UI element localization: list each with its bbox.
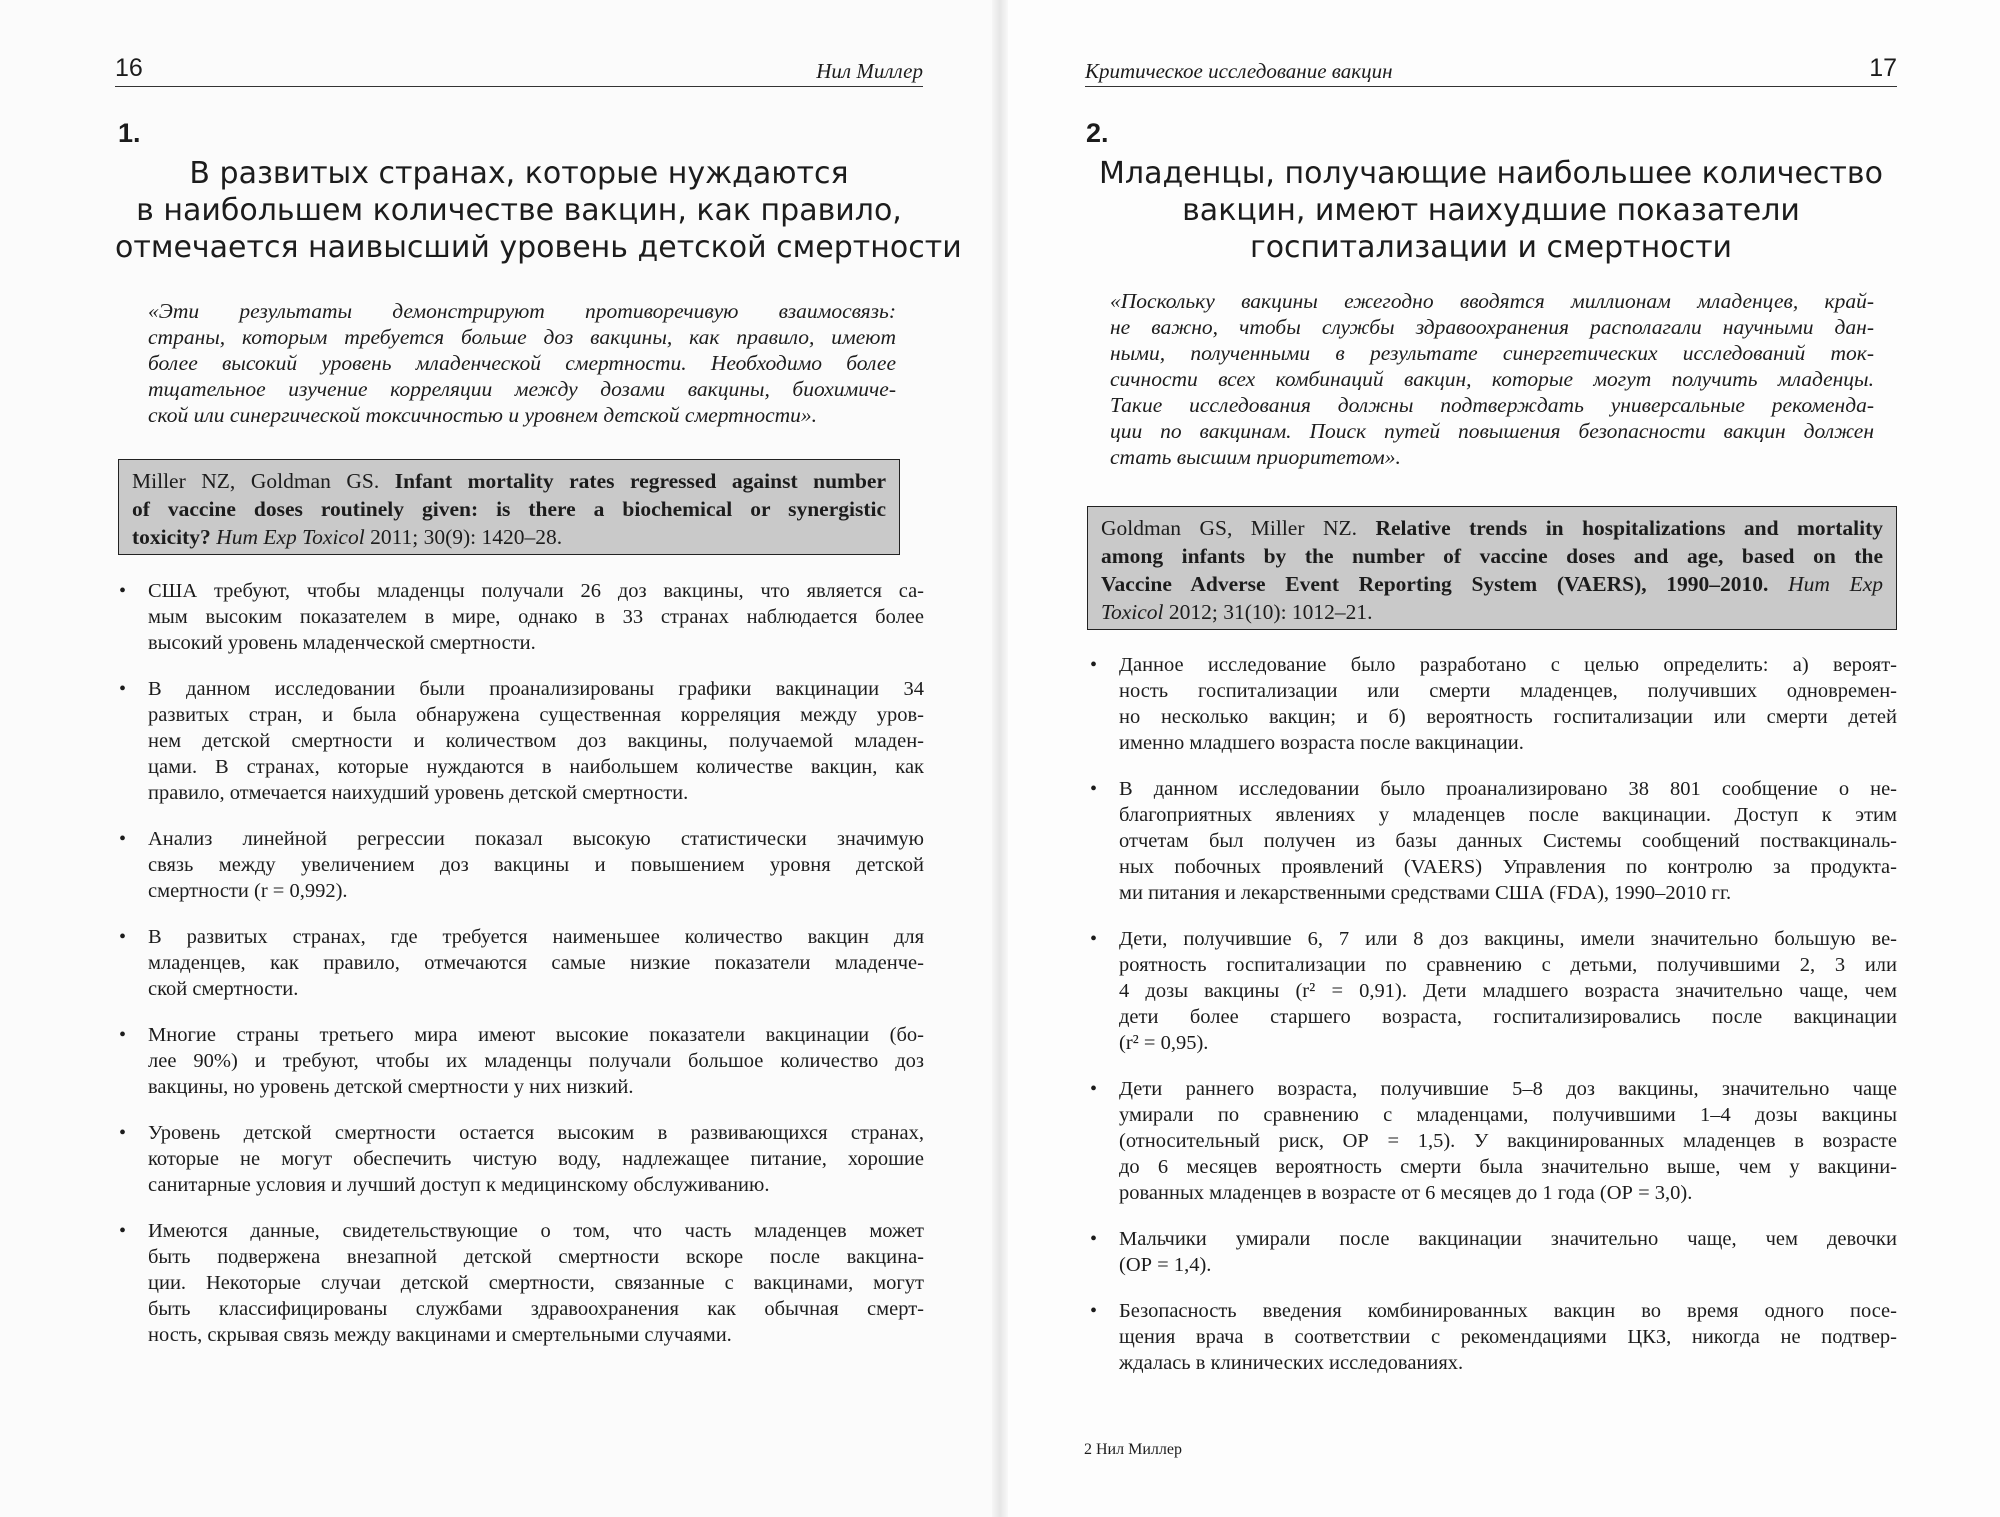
citation-journal: Toxicol [1101,600,1164,624]
quote-line: ской или синергической токсичностью и уровнем детской смертности». [148,403,818,427]
running-head: Критическое исследование вакцин [1085,59,1393,83]
epigraph-quote [1110,288,1874,470]
bullet-icon: • [119,828,127,850]
section-number: 2. [1086,118,1109,148]
list-item: • Дети, получившие 6, 7 или 8 доз вакцины, имели значительно большую ве- роятность госпитализации по сравнению с детьми, получившими 2, 3 или 4 дозы вакцины (r² = 0,91). Дети младшего возраста значительно чаще, чем дети более старшего возраста, госпитализировались после вакцинации (r² = 0,95). [1090,928,1897,1054]
bullet-icon: • [1090,1228,1098,1250]
bullet-icon: • [1090,1300,1098,1322]
citation-title: toxicity? [132,525,211,549]
title-line: В развитых странах, которые нуждаются [189,156,849,191]
bullet-list [114,578,924,1368]
book-gutter [992,0,1008,1517]
citation-journal: Hum Exp [1788,572,1883,596]
citation-box [1087,506,1897,630]
list-item: • В данном исследовании были проанализированы графики вакцинации 34 развитых стран, и была обнаружена существенная корреляция между уров- нем детской смертности и количеством доз вакцины, получаемой младен- цами. В странах, которые нуждаются в наибольшем количестве вакцин, как правило, отмечается наихудший уровень детской смертности. [119,678,924,804]
title-line: госпитализации и смертности [1249,230,1733,265]
title-line: Младенцы, получающие наибольшее количество [1099,156,1883,191]
citation-title: among infants by the number of vaccine doses and age, based on the [1101,544,1883,568]
quote-line: тщательное изучение корреляции между дозами вакцины, биохимиче- [148,377,896,401]
quote-line: ции по вакцинам. Поиск путей повышения безопасности вакцин должен [1110,419,1874,443]
page-number: 17 [1869,54,1897,82]
page-number: 16 [115,54,143,82]
bullet-icon: • [119,678,127,700]
bullet-icon: • [119,1220,127,1242]
list-item: • Безопасность введения комбинированных вакцин во время одного посе- щения врача в соответствии с рекомендациями ЦКЗ, никогда не подтвер- ждалась в клинических исследованиях. [1090,1300,1897,1374]
citation-title: Vaccine Adverse Event Reporting System (VAERS), 1990–2010. [1101,572,1769,596]
citation-journal: Hum Exp Toxicol [216,525,365,549]
quote-line: сичности всех комбинаций вакцин, которые могут получить младенцы. [1110,367,1874,391]
quote-line: страны, которым требуется больше доз вакцины, как правило, имеют [148,325,896,349]
quote-line: ными, полученными в результате синергетических исследований ток- [1110,341,1874,365]
list-item: • Данное исследование было разработано с целью определить: а) вероят- ность госпитализации или смерти младенцев, получивших одновремен- но несколько вакцин; и б) вероятность госпитализации или смерти детей именно младшего возраста после вакцинации. [1090,654,1897,754]
list-item: • Имеются данные, свидетельствующие о том, что часть младенцев может быть подвержена внезапной детской смертности вскоре после вакцина- ции. Некоторые случаи детской смертности, связанные с вакцинами, могут быть классифицированы службами здравоохранения как обычная смерт- ность, скрывая связь между вакцинами и смертельными случаями. [119,1220,924,1346]
list-item: • США требуют, чтобы младенцы получали 26 доз вакцины, что является са- мым высоким показателем в мире, однако в 33 странах наблюдается более высокий уровень младенческой смертности. [119,580,924,654]
bullet-icon: • [119,926,127,948]
bullet-icon: • [119,1122,127,1144]
footnote: 2 Нил Миллер [1084,1441,1182,1458]
bullet-icon: • [1090,1078,1098,1100]
running-head: Нил Миллер [816,59,923,83]
bullet-icon: • [1090,928,1098,950]
page-header [1085,52,1897,87]
bullet-list [1085,652,1897,1396]
bullet-icon: • [1090,778,1098,800]
page-header [115,52,923,87]
citation-reference: 2012; 31(10): 1012–21. [1168,600,1373,624]
citation-title: Infant mortality rates regressed against number [394,469,886,493]
title-line: в наибольшем количестве вакцин, как правило, [136,193,902,228]
citation-title: Relative trends in hospitalizations and mortality [1375,516,1883,540]
quote-line: более высокий уровень младенческой смертности. Необходимо более [148,351,896,375]
section-title [1085,155,1897,266]
list-item: • Уровень детской смертности остается высоким в развивающихся странах, которые не могут обеспечить чистую воду, надлежащее питание, хорошие санитарные условия и лучший доступ к медицинскому обслуживанию. [119,1122,924,1196]
list-item: • В развитых странах, где требуется наименьшее количество вакцин для младенцев, как правило, отмечаются самые низкие показатели младенче- ской смертности. [119,926,924,1000]
citation-title: of vaccine doses routinely given: is there a biochemical or synergistic [132,497,886,521]
quote-line: не важно, чтобы службы здравоохранения располагали научными дан- [1110,315,1874,339]
bullet-icon: • [119,580,127,602]
epigraph-quote [148,298,896,428]
bullet-icon: • [119,1024,127,1046]
list-item: • Мальчики умирали после вакцинации значительно чаще, чем девочки (ОР = 1,4). [1090,1228,1897,1276]
bullet-icon: • [1090,654,1098,676]
list-item: • Дети раннего возраста, получившие 5–8 доз вакцины, значительно чаще умирали по сравнению с младенцами, получившими 1–4 дозы вакцины (относительный риск, ОР = 1,5). У вакцинированных младенцев в возрасте до 6 месяцев вероятность смерти была значительно выше, чем у вакцини- рованных младенцев в возрасте от 6 месяцев до 1 года (ОР = 3,0). [1090,1078,1897,1204]
quote-line: Такие исследования должны подтверждать универсальные рекоменда- [1110,393,1874,417]
citation-authors: Goldman GS, Miller NZ. [1101,516,1357,540]
right-page [1000,0,2000,1517]
citation-reference: 2011; 30(9): 1420–28. [370,525,563,549]
citation-authors: Miller NZ, Goldman GS. [132,469,380,493]
quote-line: «Эти результаты демонстрируют противоречивую взаимосвязь: [148,299,896,323]
title-line: отмечается наивысший уровень детской смертности [115,230,962,265]
title-line: вакцин, имеют наихудшие показатели [1182,193,1800,228]
list-item: • Анализ линейной регрессии показал высокую статистически значимую связь между увеличением доз вакцины и повышением уровня детской смертности (r = 0,992). [119,828,924,902]
quote-line: стать высшим приоритетом». [1110,445,1401,469]
list-item: • В данном исследовании было проанализировано 38 801 сообщение о не- благоприятных явлениях у младенцев после вакцинации. Доступ к этим отчетам был получен из базы данных Системы сообщений поствакциналь- ных побочных проявлений (VAERS) Управления по контролю за продукта- ми питания и лекарственными средствами США (FDA), 1990–2010 гг. [1090,778,1897,904]
quote-line: «Поскольку вакцины ежегодно вводятся миллионам младенцев, край- [1110,289,1874,313]
section-title [115,155,962,266]
citation-box [118,459,900,555]
section-number: 1. [118,118,141,148]
list-item: • Многие страны третьего мира имеют высокие показатели вакцинации (бо- лее 90%) и требуют, чтобы их младенцы получали большое количество доз вакцины, но уровень детской смертности у них низкий. [119,1024,924,1098]
